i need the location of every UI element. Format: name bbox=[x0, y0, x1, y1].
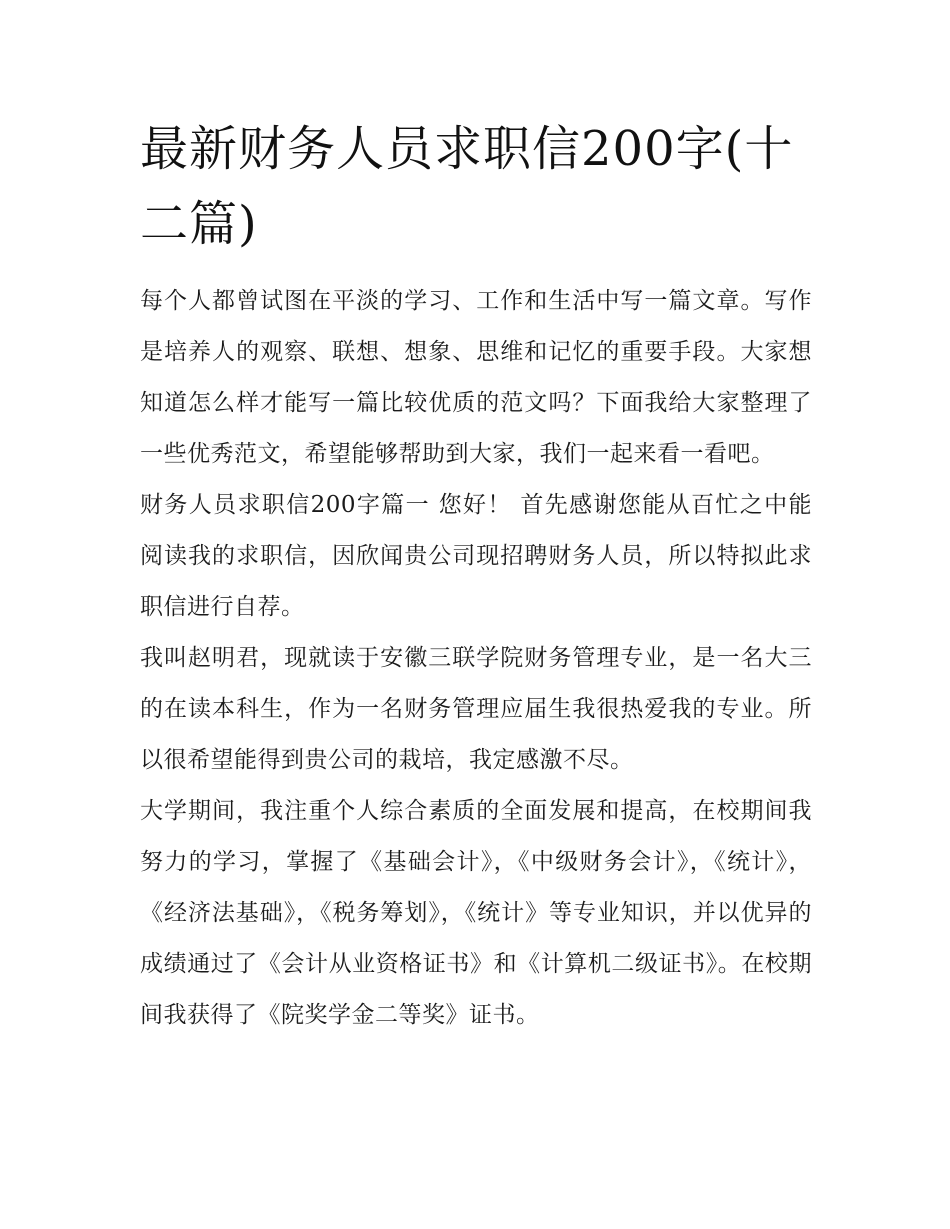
document-title: 最新财务人员求职信200字(十二篇) bbox=[140, 121, 794, 252]
paragraph-greeting: 财务人员求职信200字篇一 您好！ 首先感谢您能从百忙之中能阅读我的求职信，因欣闻贵公司现招聘财务人员，所以特拟此求职信进行自荐。 bbox=[140, 492, 812, 620]
paragraph-self-introduction: 我叫赵明君，现就读于安徽三联学院财务管理专业，是一名大三的在读本科生，作为一名财务管理应届生我很热爱我的专业。所以很希望能得到贵公司的栽培，我定感激不尽。 bbox=[140, 645, 812, 773]
paragraph-intro: 每个人都曾试图在平淡的学习、工作和生活中写一篇文章。写作是培养人的观察、联想、想象、思维和记忆的重要手段。大家想知道怎么样才能写一篇比较优质的范文吗？下面我给大家整理了一些优秀范文，希望能够帮助到大家，我们一起来看一看吧。 bbox=[140, 288, 812, 467]
document-body bbox=[140, 276, 812, 1041]
document-page bbox=[140, 112, 812, 1041]
paragraph-university-period: 大学期间，我注重个人综合素质的全面发展和提高，在校期间我努力的学习，掌握了《基础会计》，《中级财务会计》，《统计》，《经济法基础》，《税务筹划》，《统计》等专业知识，并以优异的成绩通过了《会计从业资格证书》和《计算机二级证书》。在校期间我获得了《院奖学金二等奖》证书。 bbox=[140, 798, 812, 1028]
